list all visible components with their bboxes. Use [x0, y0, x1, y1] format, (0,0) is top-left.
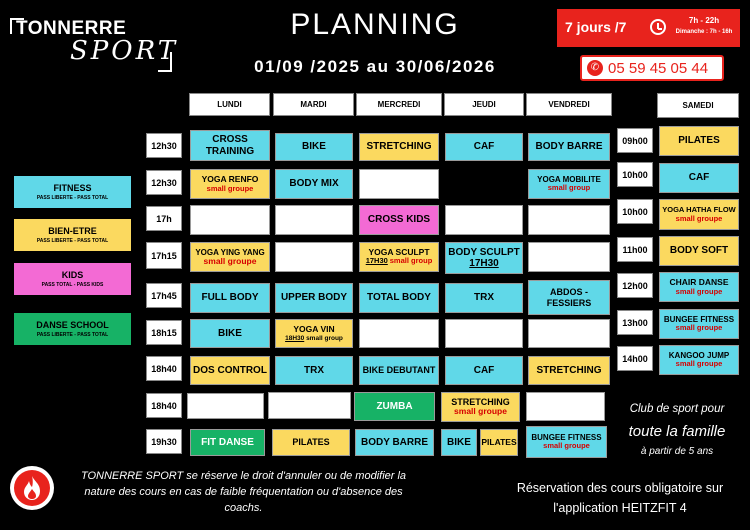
class-name: CAF: [688, 172, 710, 184]
day-header-mercredi: MERCREDI: [356, 93, 442, 116]
class-name: KANGOO JUMP: [668, 351, 730, 361]
saturday-class-cell[interactable]: [659, 345, 739, 375]
club-text-line3: à partir de 5 ans: [640, 446, 714, 457]
class-note: small groupe: [675, 323, 723, 333]
empty-slot: [187, 393, 264, 419]
class-cell[interactable]: [359, 205, 439, 235]
day-header-jeudi: JEUDI: [444, 93, 524, 116]
disclaimer-text: TONNERRE SPORT se réserve le droit d'annuler ou de modifier la nature des cours en cas de faible fréquentation ou d'absence des coachs.: [80, 470, 407, 514]
sunday-hours: Dimanche : 7h - 16h: [675, 29, 733, 35]
day-header-vendredi: VENDREDI: [526, 93, 612, 116]
legend-title: DANSE SCHOOL: [36, 320, 109, 330]
legend-bien-etre: [14, 219, 131, 251]
class-time: 17H30: [365, 256, 388, 266]
class-name: YOGA VIN: [293, 323, 335, 334]
page-title: PLANNING: [290, 8, 460, 41]
time-slot: 19h30: [146, 429, 182, 454]
legend-sub: PASS TOTAL - PASS KIDS: [41, 282, 104, 288]
saturday-time-slot: 11h00: [617, 237, 653, 262]
class-cell[interactable]: [359, 242, 439, 272]
time-slot: 18h15: [146, 320, 182, 345]
time-slot: 12h30: [146, 133, 182, 158]
empty-slot: [528, 205, 610, 235]
class-cell[interactable]: [441, 429, 477, 456]
class-note: small group: [547, 183, 591, 193]
class-name: CHAIR DANSE: [669, 276, 729, 287]
class-name: FIT DANSE: [201, 436, 254, 448]
class-cell[interactable]: [190, 242, 270, 272]
class-cell[interactable]: [528, 280, 610, 315]
time-slot: 17h45: [146, 283, 182, 308]
class-note: small group: [306, 334, 343, 342]
class-name: TOTAL BODY: [367, 292, 431, 304]
class-cell[interactable]: [272, 429, 350, 456]
legend-title: KIDS: [61, 270, 84, 280]
legend-sub: PASS LIBERTE - PASS TOTAL: [36, 238, 109, 244]
class-name: FULL BODY: [201, 292, 259, 304]
reservation-line1: Réservation des cours obligatoire sur: [516, 481, 724, 495]
class-name: YOGA SCULPT: [368, 246, 430, 257]
class-cell[interactable]: [441, 392, 520, 422]
class-cell[interactable]: [445, 242, 523, 274]
class-name: STRETCHING: [451, 396, 510, 407]
class-name: BODY BARRE: [535, 141, 603, 153]
time-slot: 18h40: [146, 393, 182, 418]
class-note: small groupe: [203, 255, 257, 266]
empty-slot: [445, 319, 523, 348]
empty-slot: [528, 242, 610, 272]
empty-slot: [275, 205, 353, 235]
class-name: BIKE: [302, 141, 326, 153]
class-name: BODY MIX: [289, 178, 339, 190]
legend-sub: PASS LIBERTE - PASS TOTAL: [36, 332, 109, 338]
opening-days: 7 jours /7: [565, 19, 627, 35]
class-note: small groupe: [675, 359, 723, 369]
empty-slot: [359, 319, 439, 348]
class-name: CROSS KIDS: [367, 214, 431, 226]
class-name: ZUMBA: [376, 400, 413, 412]
opening-time: 7h - 22h: [688, 16, 720, 25]
saturday-class-cell[interactable]: [659, 163, 739, 193]
class-note: small group: [389, 256, 433, 266]
class-name: YOGA RENFO: [201, 173, 259, 184]
logo-corner-bottom-right: [158, 52, 172, 72]
saturday-class-cell[interactable]: [659, 309, 739, 339]
date-range: 01/09 /2025 au 30/06/2026: [254, 57, 496, 76]
class-cell[interactable]: [359, 283, 439, 313]
class-name: YOGA YING YANG: [195, 247, 265, 257]
class-cell[interactable]: [526, 426, 607, 458]
class-cell[interactable]: [190, 319, 270, 348]
legend-kids: [14, 263, 131, 295]
class-name: PILATES: [481, 436, 517, 447]
class-cell[interactable]: [190, 130, 270, 161]
flame-logo-icon: [10, 466, 54, 510]
class-cell[interactable]: [528, 169, 610, 199]
legend-sub: PASS LIBERTE - PASS TOTAL: [36, 195, 109, 201]
reservation-line2: l'application HEITZFIT 4: [553, 501, 687, 515]
empty-slot: [359, 169, 439, 199]
phone-number: 05 59 45 05 44: [608, 60, 709, 77]
saturday-time-slot: 12h00: [617, 273, 653, 298]
class-cell[interactable]: [190, 283, 270, 313]
brand-logo: [10, 12, 179, 74]
class-name: BUNGEE FITNESS: [663, 315, 735, 325]
class-cell[interactable]: [190, 169, 270, 199]
class-name: CROSS TRAINING: [205, 134, 255, 157]
class-cell[interactable]: [275, 169, 353, 199]
day-header-mardi: MARDI: [273, 93, 354, 116]
class-name: BODY BARRE: [360, 436, 429, 448]
empty-slot: [190, 205, 270, 235]
class-note: small groupe: [543, 441, 590, 451]
phone-badge[interactable]: [580, 55, 724, 81]
saturday-class-cell[interactable]: [659, 236, 739, 266]
opening-hours-badge: [557, 9, 740, 47]
empty-slot: [528, 319, 610, 348]
saturday-class-cell[interactable]: [659, 126, 739, 156]
class-note: small groupe: [454, 406, 507, 417]
saturday-time-slot: 10h00: [617, 199, 653, 224]
saturday-time-slot: 13h00: [617, 310, 653, 335]
class-name: ABDOS - FESSIERS: [546, 287, 592, 308]
class-name: UPPER BODY: [280, 292, 348, 304]
class-time: 18H30: [285, 334, 305, 342]
brand-line2: SPORT: [70, 36, 179, 66]
empty-slot: [445, 205, 523, 235]
clock-icon: [650, 19, 666, 35]
saturday-time-slot: 10h00: [617, 162, 653, 187]
day-header-samedi: SAMEDI: [657, 93, 739, 118]
class-name: BIKE: [447, 436, 471, 448]
class-cell[interactable]: [275, 319, 353, 348]
empty-slot: [275, 242, 353, 272]
day-header-lundi: LUNDI: [189, 93, 270, 116]
class-name: BIKE: [218, 327, 242, 339]
class-cell[interactable]: [528, 356, 610, 385]
class-cell[interactable]: [445, 283, 523, 313]
legend-title: BIEN-ETRE: [48, 226, 97, 236]
class-cell[interactable]: [528, 133, 610, 161]
class-name: BODY SOFT: [669, 245, 729, 257]
class-name: TRX: [474, 292, 494, 304]
class-name: YOGA MOBILITE: [537, 175, 601, 185]
class-cell[interactable]: [275, 283, 353, 313]
club-text-line2: toute la famille: [628, 423, 726, 440]
class-cell[interactable]: [445, 356, 523, 385]
class-cell[interactable]: [275, 133, 353, 161]
class-name: PILATES: [678, 135, 720, 147]
class-name: BODY SCULPT: [448, 246, 520, 258]
class-cell[interactable]: [359, 133, 439, 161]
class-cell[interactable]: [354, 392, 435, 421]
class-cell[interactable]: [480, 429, 518, 456]
class-note: small groupe: [675, 286, 723, 296]
class-cell[interactable]: [445, 133, 523, 161]
legend-title: FITNESS: [53, 183, 92, 193]
phone-icon: ✆: [587, 60, 603, 76]
empty-slot: [268, 392, 351, 419]
empty-slot: [526, 392, 605, 421]
class-name: STRETCHING: [536, 364, 602, 376]
class-name: CAF: [473, 141, 495, 153]
brand-line1: TONNERRE: [16, 18, 127, 39]
class-cell[interactable]: [190, 429, 265, 456]
legend-fitness: [14, 176, 131, 208]
class-name: CAF: [473, 364, 495, 376]
class-name: YOGA HATHA FLOW: [662, 204, 736, 214]
time-slot: 17h: [146, 206, 182, 231]
class-name: BIKE DEBUTANT: [362, 365, 436, 376]
class-cell[interactable]: [190, 356, 270, 385]
class-note: small groupe: [675, 213, 723, 223]
class-name: STRETCHING: [366, 141, 432, 153]
saturday-class-cell[interactable]: [659, 272, 739, 302]
class-time: 17H30: [469, 258, 499, 269]
time-slot: 12h30: [146, 170, 182, 195]
time-slot: 18h40: [146, 356, 182, 381]
class-name: BUNGEE FITNESS: [531, 433, 602, 443]
saturday-time-slot: 14h00: [617, 346, 653, 371]
saturday-class-cell[interactable]: [659, 199, 739, 230]
class-name: DOS CONTROL: [193, 364, 267, 376]
class-cell[interactable]: [275, 356, 353, 385]
class-name: PILATES: [292, 437, 330, 448]
legend-danse-school: [14, 313, 131, 345]
club-text-line1: Club de sport pour: [629, 403, 725, 415]
class-cell[interactable]: [355, 429, 434, 456]
class-note: small groupe: [206, 183, 254, 193]
class-name: TRX: [304, 364, 324, 376]
time-slot: 17h15: [146, 242, 182, 269]
saturday-time-slot: 09h00: [617, 128, 653, 153]
class-cell[interactable]: [359, 356, 439, 385]
